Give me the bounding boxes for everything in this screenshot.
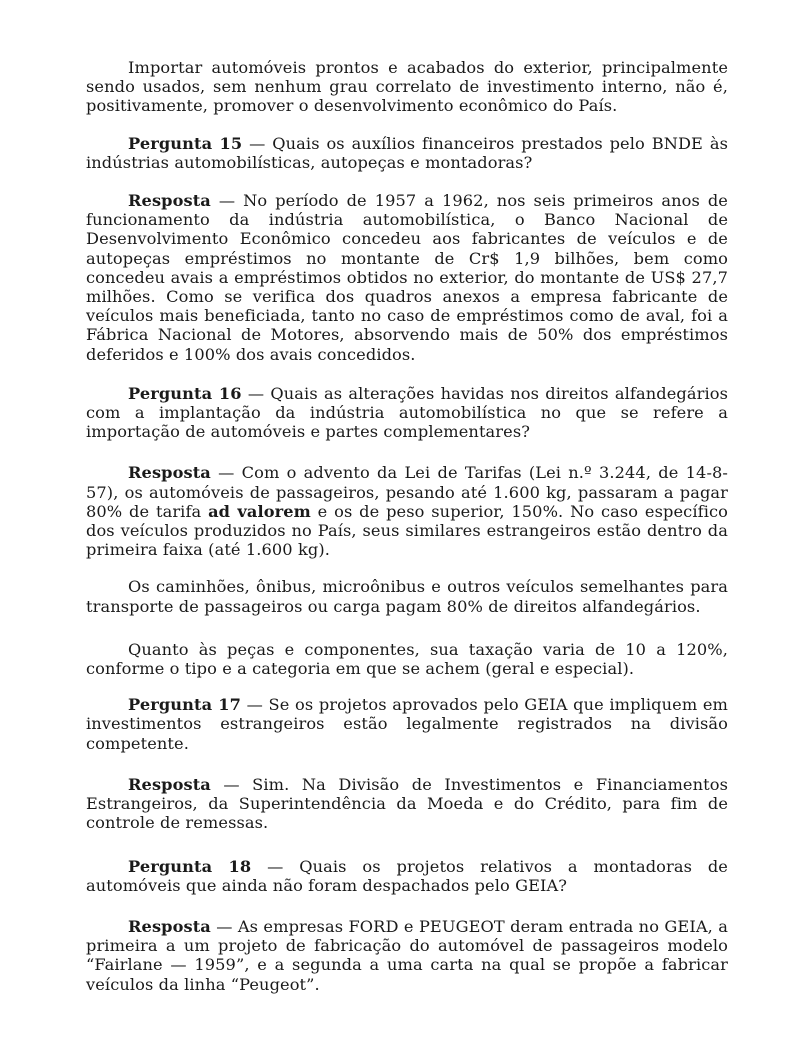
question-text: — Quais as alterações havidas nos direitos alfandegários com a implantação da indústria automobilística no que se refere a importação de automóveis e partes complementares?	[86, 383, 728, 442]
question-label: Pergunta 17	[128, 695, 242, 715]
answer-text: — As empresas FORD e PEUGEOT deram entrada no GEIA, a primeira a um projeto de fabricação do automóvel de passageiros modelo “Fairlane — 1959”, e a segunda a uma carta na qual se propõe a fabricar veículos da linha “Peugeot”.	[86, 916, 728, 994]
question-17	[86, 695, 728, 753]
question-text: — Quais os auxílios financeiros prestados pelo BNDE às indústrias automobilísticas, autopeças e montadoras?	[86, 133, 728, 172]
answer-16	[86, 463, 728, 559]
question-label: Pergunta 16	[128, 383, 242, 403]
answer-label: Resposta	[128, 916, 211, 936]
answer-label: Resposta	[128, 463, 211, 483]
answer-label: Resposta	[128, 774, 211, 794]
question-18	[86, 857, 728, 895]
paragraph-importar	[86, 58, 728, 116]
question-16	[86, 384, 728, 442]
question-15	[86, 134, 728, 172]
paragraph-pecas	[86, 640, 728, 678]
paragraph-caminhoes	[86, 577, 728, 615]
answer-text: — Sim. Na Divisão de Investimentos e Financiamentos Estrangeiros, da Superintendência da Moeda e do Crédito, para fim de controle de remessas.	[86, 774, 728, 833]
question-text: — Quais os projetos relativos a montadoras de automóveis que ainda não foram despachados pelo GEIA?	[86, 856, 728, 895]
answer-label: Resposta	[128, 191, 211, 211]
paragraph-text: Quanto às peças e componentes, sua taxação varia de 10 a 120%, conforme o tipo e a categoria em que se achem (geral e especial).	[86, 639, 728, 679]
paragraph-text: Importar automóveis prontos e acabados do exterior, principalmente sendo usados, sem nenhum grau correlato de investimento interno, não é, positivamente, promover o desenvolvimento econômico do País.	[86, 58, 728, 116]
question-label: Pergunta 18	[128, 856, 252, 876]
document-page	[86, 58, 728, 994]
answer-text: — No período de 1957 a 1962, nos seis primeiros anos de funcionamento da indústria automobilística, o Banco Nacional de Desenvolvimento Econômico concedeu aos fabricantes de veículos e de autopeças empréstimos no montante de Cr$ 1,9 bilhões, bem como concedeu avais a empréstimos obtidos no exterior, do montante de US$ 27,7 milhões. Como se verifica dos quadros anexos a empresa fabricante de veículos mais beneficiada, tanto no caso de empréstimos como de aval, foi a Fábrica Nacional de Motores, absorvendo mais de 50% dos empréstimos deferidos e 100% dos avais concedidos.	[86, 191, 728, 364]
answer-text-b: e os de peso superior, 150%. No caso específico dos veículos produzidos no País, seus similares estrangeiros estão dentro da primeira faixa (até 1.600 kg).	[86, 501, 728, 560]
answer-17	[86, 775, 728, 833]
answer-18	[86, 917, 728, 994]
question-label: Pergunta 15	[128, 133, 243, 153]
answer-text-a: — Com o advento da Lei de Tarifas (Lei n.º 3.244, de 14-8-57), os automóveis de passageiros, pesando até 1.600 kg, passaram a pagar 80% de tarifa	[86, 463, 728, 521]
question-text: — Se os projetos aprovados pelo GEIA que impliquem em investimentos estrangeiros estão legalmente registrados na divisão competente.	[86, 695, 728, 753]
answer-emphasis: ad valorem	[208, 501, 311, 521]
paragraph-text: Os caminhões, ônibus, microônibus e outros veículos semelhantes para transporte de passageiros ou carga pagam 80% de direitos alfandegários.	[86, 577, 728, 616]
answer-15	[86, 191, 728, 364]
